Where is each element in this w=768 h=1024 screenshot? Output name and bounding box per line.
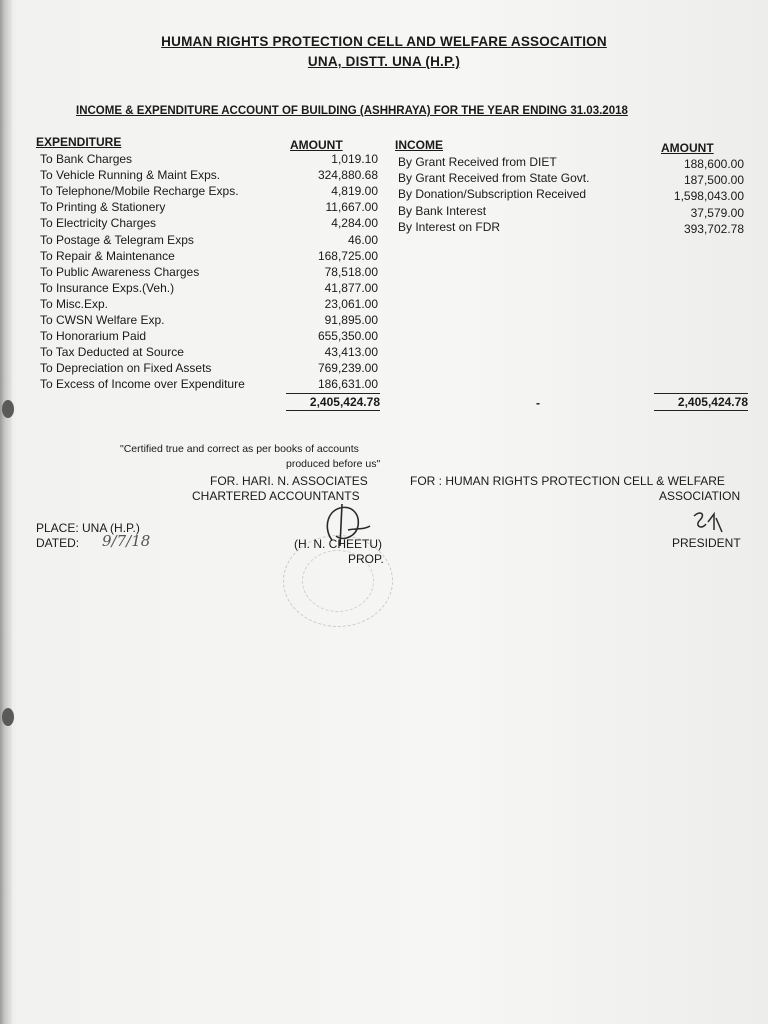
association-for-line: FOR : HUMAN RIGHTS PROTECTION CELL & WELFARE	[410, 474, 725, 488]
place-label: PLACE: UNA (H.P.)	[36, 521, 140, 535]
income-row-label: By Grant Received from State Govt.	[398, 171, 590, 186]
expenditure-row-amount: 655,350.00	[317, 329, 378, 344]
income-row-amount: 187,500.00	[683, 173, 744, 188]
expenditure-row-label: To Tax Deducted at Source	[40, 345, 184, 360]
income-row-amount: 37,579.00	[690, 205, 744, 220]
expenditure-row-label: To Repair & Maintenance	[40, 248, 175, 263]
firm-type: CHARTERED ACCOUNTANTS	[192, 489, 360, 503]
expenditure-row-label: To Insurance Exps.(Veh.)	[40, 280, 175, 295]
expenditure-row-amount: 324,880.68	[317, 168, 378, 183]
income-heading: INCOME	[395, 138, 443, 152]
firm-name: FOR. HARI. N. ASSOCIATES	[210, 474, 368, 488]
expenditure-row-label: To Depreciation on Fixed Assets	[40, 361, 212, 376]
expenditure-row-amount: 41,877.00	[324, 280, 378, 295]
income-row-label: By Donation/Subscription Received	[398, 187, 587, 202]
income-dash: -	[536, 396, 540, 410]
association-for-line-2: ASSOCIATION	[659, 489, 741, 503]
org-location: UNA, DISTT. UNA (H.P.)	[307, 54, 461, 69]
punch-hole	[2, 400, 14, 418]
income-row-label: By Interest on FDR	[398, 219, 501, 234]
expenditure-row-amount: 4,284.00	[331, 216, 378, 231]
income-total: 2,405,424.78	[654, 393, 748, 411]
expenditure-row-amount: 78,518.00	[324, 264, 378, 279]
expenditure-row-amount: 23,061.00	[324, 296, 378, 311]
income-amount-heading: AMOUNT	[661, 141, 714, 155]
ca-signatory-role: PROP.	[348, 552, 384, 566]
income-row-amount: 393,702.78	[683, 221, 744, 236]
expenditure-row-amount: 769,239.00	[317, 361, 378, 376]
punch-hole	[2, 708, 14, 726]
expenditure-row-amount: 168,725.00	[317, 248, 378, 263]
ca-signatory: (H. N. CHEETU)	[294, 537, 382, 551]
income-row-amount: 1,598,043.00	[673, 189, 744, 204]
expenditure-row-amount: 46.00	[347, 232, 378, 247]
expenditure-row-label: To Excess of Income over Expenditure	[40, 377, 245, 392]
statement-title: INCOME & EXPENDITURE ACCOUNT OF BUILDING (ASHHRAYA) FOR THE YEAR ENDING 31.03.2018	[76, 105, 628, 117]
expenditure-row-label: To Vehicle Running & Maint Exps.	[40, 168, 221, 183]
expenditure-row-label: To Telephone/Mobile Recharge Exps.	[40, 184, 239, 199]
expenditure-row-amount: 186,631.00	[317, 377, 378, 392]
dated-value: 9/7/18	[102, 532, 151, 550]
certification-line-2: produced before us"	[286, 458, 381, 470]
expenditure-row-label: To Honorarium Paid	[40, 329, 147, 344]
expenditure-heading: EXPENDITURE	[36, 135, 122, 149]
expenditure-total: 2,405,424.78	[286, 393, 380, 411]
income-row-label: By Bank Interest	[398, 203, 487, 218]
expenditure-row-label: To Bank Charges	[40, 152, 133, 166]
expenditure-row-label: To Electricity Charges	[40, 216, 157, 231]
income-row-amount: 188,600.00	[683, 157, 744, 171]
expenditure-row-label: To Public Awareness Charges	[40, 264, 200, 279]
expenditure-row-amount: 91,895.00	[324, 313, 378, 327]
expenditure-row-label: To Misc.Exp.	[40, 296, 109, 311]
expenditure-row-amount: 1,019.10	[331, 152, 378, 166]
expenditure-amount-heading: AMOUNT	[290, 138, 343, 152]
binding-edge	[0, 0, 12, 1024]
expenditure-row-label: To Printing & Stationery	[40, 200, 166, 215]
expenditure-row-label: To CWSN Welfare Exp.	[40, 313, 165, 327]
president-signature	[690, 508, 724, 536]
dated-label: DATED:	[36, 536, 80, 550]
expenditure-row-amount: 11,667.00	[325, 200, 378, 215]
income-row-label: By Grant Received from DIET	[398, 155, 557, 169]
expenditure-row-amount: 4,819.00	[331, 184, 378, 199]
president-label: PRESIDENT	[672, 536, 741, 550]
org-name: HUMAN RIGHTS PROTECTION CELL AND WELFARE ASSOCAITION	[161, 34, 607, 49]
certification-line-1: "Certified true and correct as per books of accounts	[120, 443, 359, 455]
expenditure-row-label: To Postage & Telegram Exps	[40, 232, 194, 247]
expenditure-row-amount: 43,413.00	[324, 345, 378, 360]
